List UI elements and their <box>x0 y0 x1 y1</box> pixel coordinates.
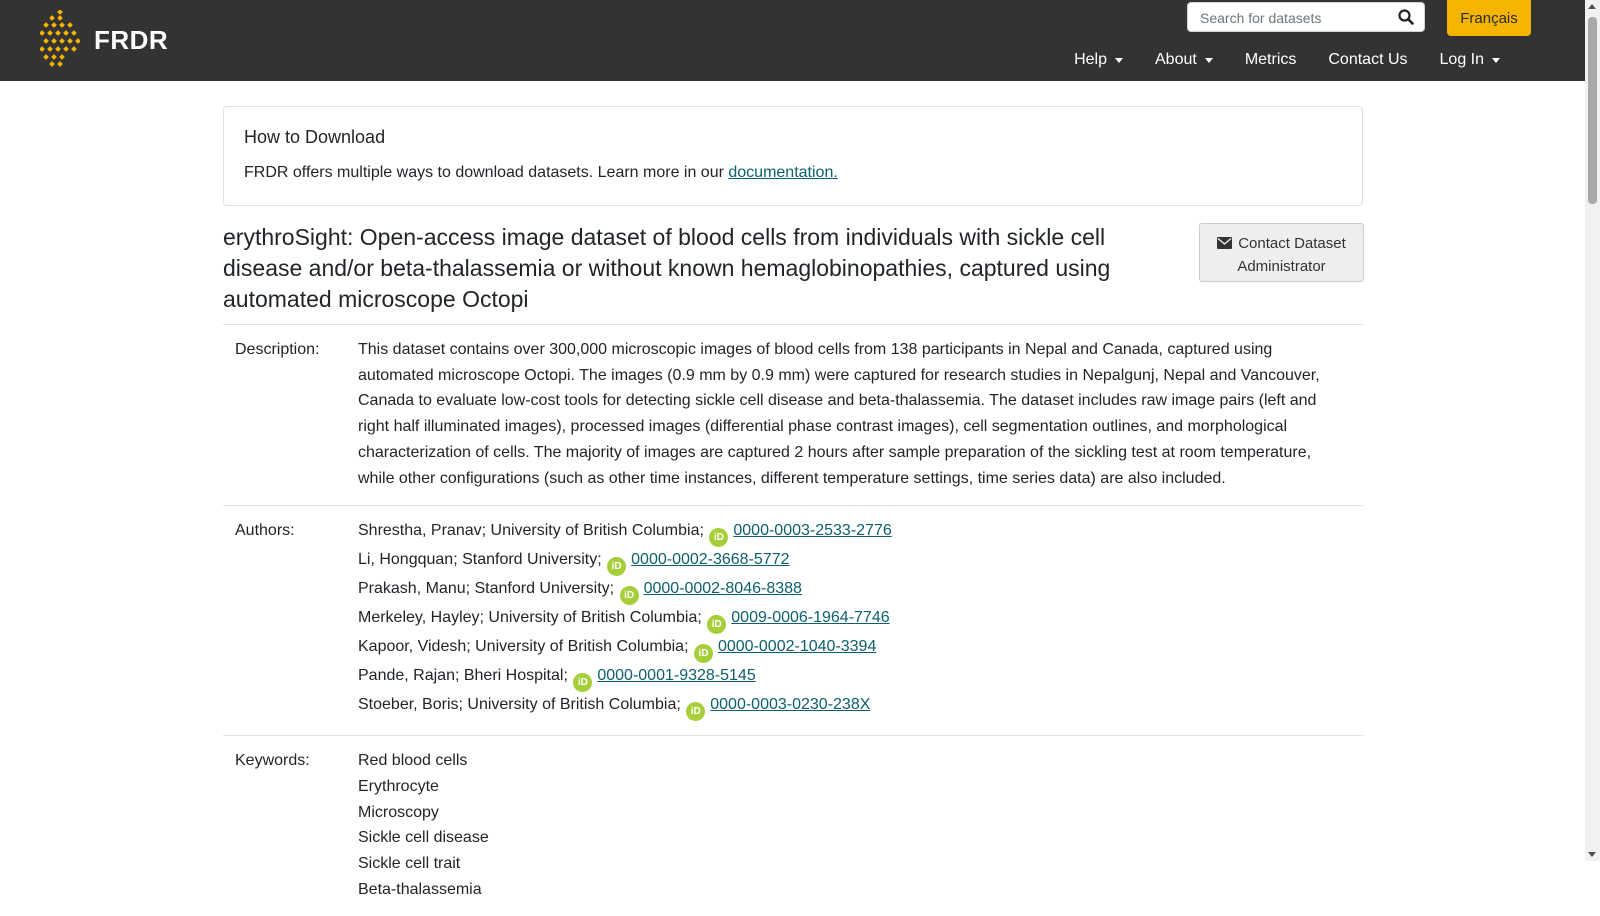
keywords-row <box>223 735 1363 916</box>
caret-down-icon <box>1205 58 1213 63</box>
scrollbar-thumb[interactable] <box>1588 17 1597 204</box>
author-name: Stoeber, Boris; University of British Columbia; <box>358 696 681 714</box>
nav-contact-label: Contact Us <box>1328 51 1408 68</box>
nav-help-label: Help <box>1074 51 1107 68</box>
orcid-link[interactable]: 0000-0003-0230-238X <box>710 696 871 714</box>
scroll-down-arrow-icon[interactable] <box>1588 852 1596 857</box>
nav-about-label: About <box>1155 51 1197 68</box>
nav-help[interactable] <box>1074 51 1123 69</box>
orcid-icon: iD <box>686 702 705 721</box>
orcid-link[interactable]: 0009-0006-1964-7746 <box>731 609 890 627</box>
orcid-link[interactable]: 0000-0002-1040-3394 <box>717 638 877 656</box>
nav-log-in[interactable] <box>1440 51 1500 69</box>
nav-contact-us[interactable] <box>1328 51 1407 69</box>
keyword-item: Erythrocyte <box>358 777 439 795</box>
keywords-label: Keywords: <box>235 752 310 770</box>
search-input[interactable] <box>1198 4 1392 32</box>
description-row <box>223 324 1363 505</box>
orcid-icon: iD <box>620 586 639 605</box>
how-to-download-sentence: FRDR offers multiple ways to download datasets. Learn more in our <box>244 164 729 181</box>
scroll-up-arrow-icon[interactable] <box>1588 4 1596 9</box>
author-item <box>358 692 1323 721</box>
contact-dataset-admin-label: Contact Dataset Administrator <box>1237 235 1346 275</box>
search-icon[interactable] <box>1398 9 1414 30</box>
page-scrollbar[interactable] <box>1585 0 1600 861</box>
orcid-link[interactable]: 0000-0003-2533-2776 <box>733 522 892 540</box>
author-name: Kapoor, Videsh; University of British Columbia; <box>358 638 689 656</box>
author-item <box>358 576 1323 605</box>
orcid-icon: iD <box>694 644 713 663</box>
keyword-item: Beta-thalassemia <box>358 880 482 898</box>
dataset-title: erythroSight: Open-access image dataset of blood cells from individuals with sickle cell disease and/or beta-thalassemia or without known hemaglobinopathies, captured using automated microscope Octopi <box>223 224 1111 312</box>
dataset-details-table <box>223 324 1363 916</box>
keywords-list <box>358 748 1363 902</box>
keyword-item: Red blood cells <box>358 752 468 770</box>
how-to-download-title: How to Download <box>244 127 386 147</box>
search-box <box>1187 2 1425 32</box>
author-item <box>358 634 1323 663</box>
logo-text: FRDR <box>94 24 169 55</box>
author-item <box>358 605 1323 634</box>
frdr-logo[interactable] <box>40 10 168 70</box>
orcid-icon: iD <box>709 528 728 547</box>
description-label: Description: <box>235 341 320 358</box>
caret-down-icon <box>1492 58 1500 63</box>
keyword-item: Sickle cell disease <box>358 829 489 847</box>
nav-login-label: Log In <box>1439 51 1484 68</box>
how-to-download-card <box>223 106 1363 206</box>
description-text: This dataset contains over 300,000 microscopic images of blood cells from 138 participants in Nepal and Canada, captured using automated microscope Octopi. The images (0.9 mm by 0.9 mm) were captured for research studies in Nepalgunj, Nepal and Vancouver, Canada to evaluate low-cost tools for detecting sickle cell disease and beta-thalassemia. The dataset includes raw image pairs (left and right half illuminated images), processed images (differential phase contrast images), cell segmentation outlines, and morphological characterization of cells. The majority of images are captured 2 hours after sample preparation of the sickling test at room temperature, while other configurations (such as other time instances, different temperature settings, time series data) are also included. <box>358 341 1320 487</box>
author-name: Shrestha, Pranav; University of British Columbia; <box>358 522 704 540</box>
orcid-icon: iD <box>573 673 592 692</box>
authors-list <box>358 518 1363 721</box>
language-toggle-button[interactable]: Français <box>1447 0 1531 36</box>
main-nav <box>1042 51 1500 69</box>
author-name: Merkeley, Hayley; University of British Columbia; <box>358 609 702 627</box>
keyword-item: Sickle cell trait <box>358 855 461 873</box>
orcid-link[interactable]: 0000-0002-3668-5772 <box>631 551 790 569</box>
orcid-link[interactable]: 0000-0002-8046-8388 <box>643 580 802 598</box>
authors-label: Authors: <box>235 522 295 540</box>
authors-row <box>223 505 1363 735</box>
author-item <box>358 518 1323 547</box>
nav-metrics[interactable] <box>1245 51 1297 69</box>
orcid-link[interactable]: 0000-0001-9328-5145 <box>597 667 756 685</box>
author-name: Pande, Rajan; Bheri Hospital; <box>358 667 568 685</box>
orcid-icon: iD <box>707 615 726 634</box>
how-to-download-text <box>244 164 1342 182</box>
documentation-link[interactable]: documentation. <box>728 164 838 181</box>
contact-dataset-admin-button[interactable] <box>1199 223 1364 282</box>
keyword-item: Microscopy <box>358 803 439 821</box>
author-name: Li, Hongquan; Stanford University; <box>358 551 602 569</box>
orcid-icon: iD <box>607 557 626 576</box>
site-header <box>0 0 1585 81</box>
author-item <box>358 663 1323 692</box>
caret-down-icon <box>1115 58 1123 63</box>
author-item <box>358 547 1323 576</box>
envelope-icon <box>1217 234 1232 256</box>
author-name: Prakash, Manu; Stanford University; <box>358 580 615 598</box>
nav-about[interactable] <box>1155 51 1213 69</box>
frdr-logo-icon <box>40 10 80 70</box>
nav-metrics-label: Metrics <box>1244 51 1297 68</box>
